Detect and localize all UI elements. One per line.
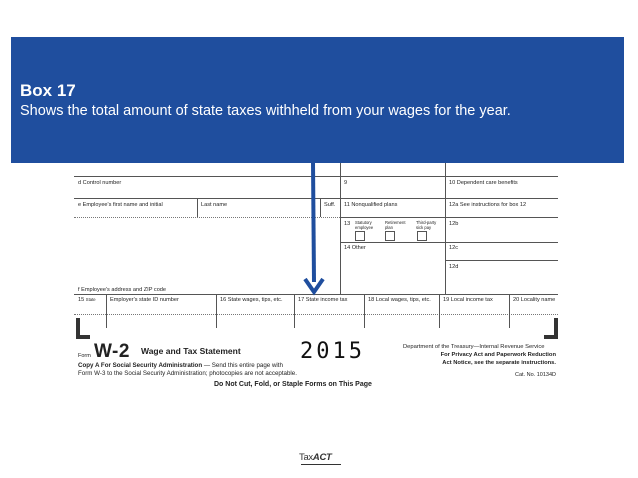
form-name: W-2 (94, 341, 130, 362)
box-18-label: 18 Local wages, tips, etc. (368, 297, 431, 303)
arrow-shaft (313, 162, 314, 282)
employer-state-id-label: Employer's state ID number (110, 297, 179, 303)
box-13-label: 13 (344, 221, 351, 227)
box-12a-label: 12a See instructions for box 12 (449, 202, 527, 208)
callout-text: Shows the total amount of state taxes withheld from your wages for the year. (20, 103, 511, 119)
box-16-label: 16 State wages, tips, etc. (220, 297, 283, 303)
employee-address-label: f Employee's address and ZIP code (78, 287, 167, 293)
box-20-label: 20 Locality name (513, 297, 556, 303)
catalog-number: Cat. No. 10134D (515, 372, 556, 378)
privacy-notice: For Privacy Act and Paperwork Reduction Act Notice, see the separate instructions. (440, 352, 556, 366)
box-14-label: 14 Other (344, 245, 366, 251)
suffix-label: Suff. (324, 202, 336, 208)
box-9-label: 9 (344, 180, 348, 186)
tax-year: 2015 (300, 339, 365, 364)
callout-title: Box 17 (20, 81, 76, 100)
retirement-plan-label: Retirement plan (385, 220, 406, 230)
last-name-label: Last name (201, 202, 228, 208)
box-15-label: 15 State (78, 297, 96, 303)
third-party-sick-pay-label: Third-party sick pay (416, 220, 437, 230)
form-statement: Wage and Tax Statement (141, 346, 241, 356)
form-word: Form (78, 353, 91, 359)
box-17-label: 17 State income tax (298, 297, 348, 303)
employee-first-name-label: e Employee's first name and initial (78, 202, 163, 208)
box-12c-label: 12c (449, 245, 459, 251)
control-number-label: d Control number (78, 180, 122, 186)
department-label: Department of the Treasury—Internal Revenue Service (403, 344, 545, 350)
box-10-label: 10 Dependent care benefits (449, 180, 518, 186)
copy-instructions: Copy A For Social Security Administration — Send this entire page with Form W-3 to the Social Security Administration; photocopies are not acceptable. (78, 362, 297, 377)
box-12b-label: 12b (449, 221, 459, 227)
taxact-logo: TaxACT (299, 452, 332, 463)
statutory-employee-label: Statutory employee (355, 220, 374, 230)
box-12d-label: 12d (449, 264, 459, 270)
box-11-label: 11 Nonqualified plans (344, 202, 398, 208)
box-19-label: 19 Local income tax (443, 297, 493, 303)
do-not-cut-notice: Do Not Cut, Fold, or Staple Forms on This Page (214, 381, 372, 388)
